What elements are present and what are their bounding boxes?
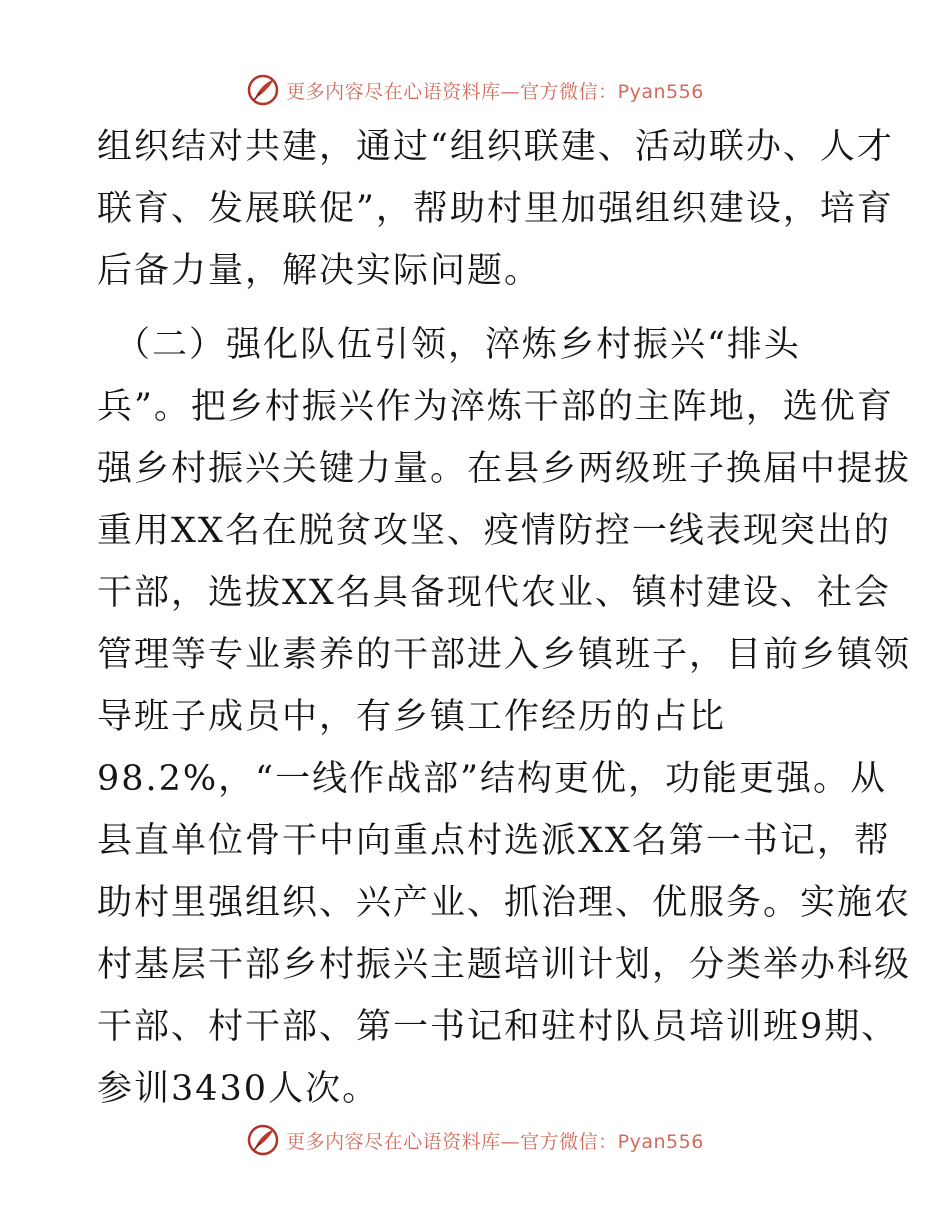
paragraph-line: 村基层干部乡村振兴主题培训计划，分类举办科级: [97, 945, 912, 985]
paragraph-line: 强乡村振兴关键力量。在县乡两级班子换届中提拔: [97, 449, 912, 489]
header-watermark: [0, 72, 950, 108]
paragraph-line: 干部，选拔XX名具备现代农业、镇村建设、社会: [97, 573, 891, 613]
watermark-wechat-id: Pyan556: [617, 1130, 704, 1153]
paragraph-line: 98.2%，“一线作战部”结构更优，功能更强。从: [97, 759, 887, 799]
paragraph-line: 兵”。把乡村振兴作为淬炼干部的主阵地，选优育: [97, 387, 894, 427]
watermark-text: [286, 1127, 704, 1154]
paragraph-line: 助村里强组织、兴产业、抓治理、优服务。实施农: [97, 883, 912, 923]
paragraph-line: 管理等专业素养的干部进入乡镇班子，目前乡镇领: [97, 635, 912, 675]
watermark-text: [286, 77, 704, 104]
feather-pen-logo-icon: [246, 1123, 280, 1157]
paragraph-line: 干部、村干部、第一书记和驻村队员培训班9期、: [97, 1007, 899, 1047]
paragraph-line: 组织结对共建，通过“组织联建、活动联办、人才: [97, 127, 894, 167]
footer-watermark: [0, 1122, 950, 1158]
paragraph-line: 导班子成员中，有乡镇工作经历的占比: [97, 697, 727, 737]
body-text: [97, 116, 912, 1120]
watermark-wechat-id: Pyan556: [617, 80, 704, 103]
paragraph-line: 联育、发展联促”，帮助村里加强组织建设，培育: [97, 189, 894, 229]
paragraph-line: 参训3430人次。: [97, 1069, 380, 1109]
paragraph-line: 重用XX名在脱贫攻坚、疫情防控一线表现突出的: [97, 511, 891, 551]
feather-pen-logo-icon: [246, 73, 280, 107]
section-heading: （二）强化队伍引领，淬炼乡村振兴“排头: [115, 325, 801, 365]
paragraph-line: 后备力量，解决实际问题。: [97, 251, 542, 291]
watermark-label: 更多内容尽在心语资料库—官方微信：: [286, 1130, 618, 1153]
paragraph-line: 县直单位骨干中向重点村选派XX名第一书记，帮: [97, 821, 891, 861]
watermark-label: 更多内容尽在心语资料库—官方微信：: [286, 80, 618, 103]
